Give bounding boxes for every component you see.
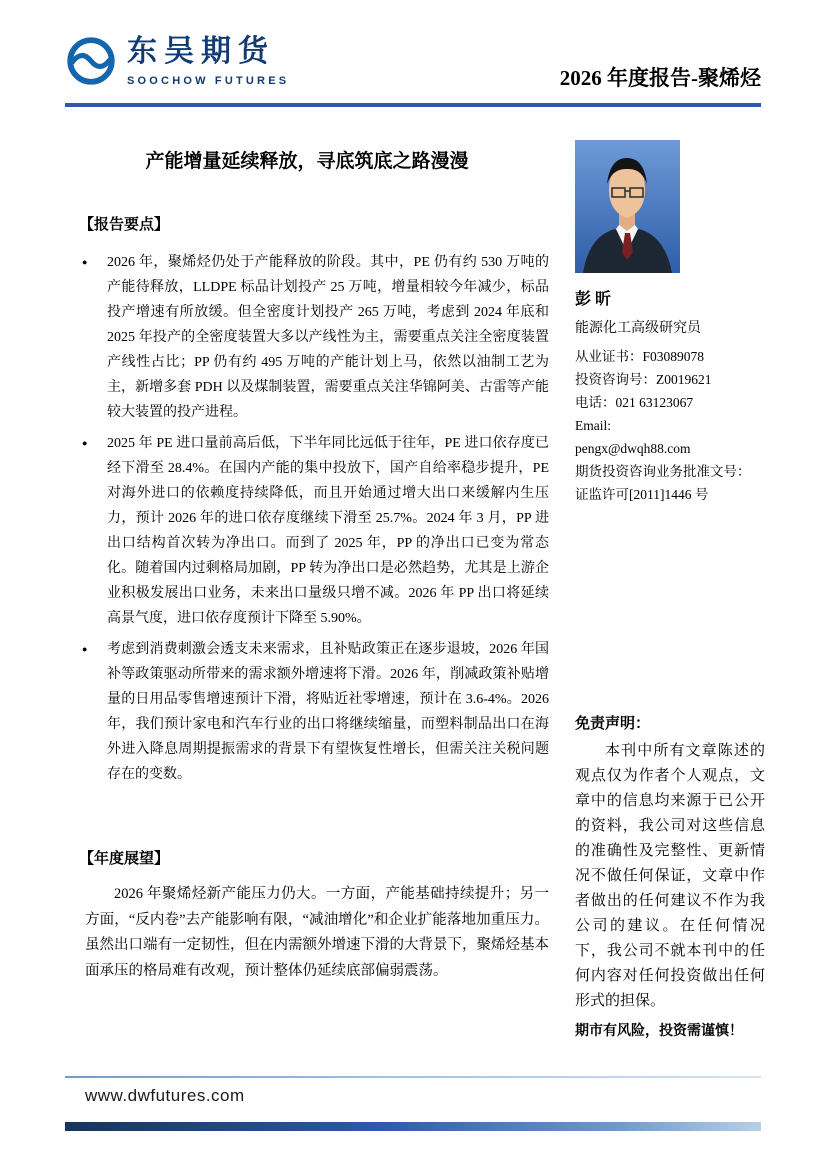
advisory-number: 投资咨询号：Z0019621 bbox=[575, 372, 712, 387]
sidebar bbox=[575, 140, 765, 1040]
phone-number: 电话：021 63123067 bbox=[575, 395, 694, 410]
analyst-credentials bbox=[575, 345, 765, 506]
email-label: Email: bbox=[575, 418, 611, 433]
list-item bbox=[65, 431, 549, 631]
brand-name-en: SOOCHOW FUTURES bbox=[127, 75, 290, 87]
list-item bbox=[65, 637, 549, 787]
disclaimer-text: 本刊中所有文章陈述的观点仅为作者个人观点，文章中的信息均来源于已公开的资料，我公司对这些信息的准确性及完整性、更新情况不做任何保证，文章中作者做出的任何建议不作为我公司的建议。在任何情况下，我公司不就本刊中的任何内容对任何投资做出任何形式的担保。 bbox=[575, 743, 765, 1009]
analyst-name: 彭 昕 bbox=[575, 291, 612, 308]
license-number: 证监许可[2011]1446 号 bbox=[575, 487, 709, 502]
outlook-heading: 【年度展望】 bbox=[79, 851, 170, 867]
website-url[interactable]: www.dwfutures.com bbox=[85, 1086, 245, 1105]
list-item bbox=[65, 250, 549, 425]
risk-warning: 期市有风险，投资需谨慎！ bbox=[575, 1024, 743, 1039]
footer-divider-thin bbox=[65, 1076, 761, 1078]
report-title: 2026 年度报告-聚烯烃 bbox=[559, 66, 761, 90]
brand-logo bbox=[65, 34, 289, 87]
approval-doc-label: 期货投资咨询业务批准文号： bbox=[575, 464, 751, 479]
practice-certificate: 从业证书：F03089078 bbox=[575, 349, 705, 364]
document-title: 产能增量延续释放，寻底筑底之路漫漫 bbox=[145, 151, 469, 172]
main-content bbox=[65, 138, 549, 984]
bullet-text: 考虑到消费刺激会透支未来需求，且补贴政策正在逐步退坡，2026 年国补等政策驱动所带来的需求额外增速将下滑。2026 年，削减政策补贴增量的日用品零售增速预计下滑，将贴近社零增速，预计在 3.6-4%。2026 年，我们预计家电和汽车行业的出口将继续缩量，而塑料制品出口在海外进入降息周期提振需求的背景下有望恢复性增长，但需关注关税问题存在的变数。 bbox=[107, 642, 549, 782]
highlights-heading: 【报告要点】 bbox=[79, 217, 170, 233]
footer-divider-thick bbox=[65, 1122, 761, 1131]
bullet-icon: ● bbox=[82, 257, 88, 267]
highlights-list bbox=[65, 250, 549, 787]
brand-text bbox=[127, 34, 289, 87]
bullet-text: 2026 年，聚烯烃仍处于产能释放的阶段。其中，PE 仍有约 530 万吨的产能待释放，LLDPE 标品计划投产 25 万吨，增量相较今年减少，标品投产增速有所放缓。但全密度计划投产 265 万吨，考虑到 2024 年底和 2025 年投产的全密度装置大多以产线性为主，需要重点关注全密度装置产线性占比；PP 仍有约 495 万吨的产能计划上马，依然以油制工艺为主，新增多套 PDH 以及煤制装置，需要重点关注华锦阿美、古雷等产能较大装置的投产进程。 bbox=[107, 255, 549, 420]
email-address[interactable]: pengx@dwqh88.com bbox=[575, 441, 691, 456]
soochow-futures-logo-icon bbox=[65, 35, 117, 87]
outlook-text: 2026 年聚烯烃新产能压力仍大。一方面，产能基础持续提升；另一方面，“反内卷”去产能影响有限，“减油增化”和企业扩能落地加重压力。虽然出口端有一定韧性，但在内需额外增速下滑的大背景下，聚烯烃基本面承压的格局难有改观，预计整体仍延续底部偏弱震荡。 bbox=[85, 886, 549, 979]
analyst-title: 能源化工高级研究员 bbox=[575, 321, 701, 336]
bullet-text: 2025 年 PE 进口量前高后低，下半年同比远低于往年，PE 进口依存度已经下滑至 28.4%。在国内产能的集中投放下，国产自给率稳步提升，PE 对海外进口的依赖度持续降低，而且开始通过增大出口来缓解内生压力，预计 2026 年的进口依存度继续下滑至 25.7%。2024 年 3 月，PP 进出口结构首次转为净出口。而到了 2025 年，PP 的净出口已变为常态化。随着国内过剩格局加剧，PP 转为净出口是必然趋势，尤其是上游企业积极发展出口业务，未来出口量级只增不减。2026 年 PP 出口将延续高景气度，进口依存度预计下降至 5.90%。 bbox=[107, 436, 549, 626]
header-divider bbox=[65, 103, 761, 107]
person-portrait-icon bbox=[575, 140, 680, 273]
bullet-icon: ● bbox=[82, 438, 88, 448]
brand-name-cn: 东吴期货 bbox=[127, 35, 275, 68]
bullet-icon: ● bbox=[82, 644, 88, 654]
analyst-photo bbox=[575, 140, 680, 273]
header bbox=[65, 34, 761, 92]
disclaimer-heading: 免责声明： bbox=[575, 716, 651, 732]
